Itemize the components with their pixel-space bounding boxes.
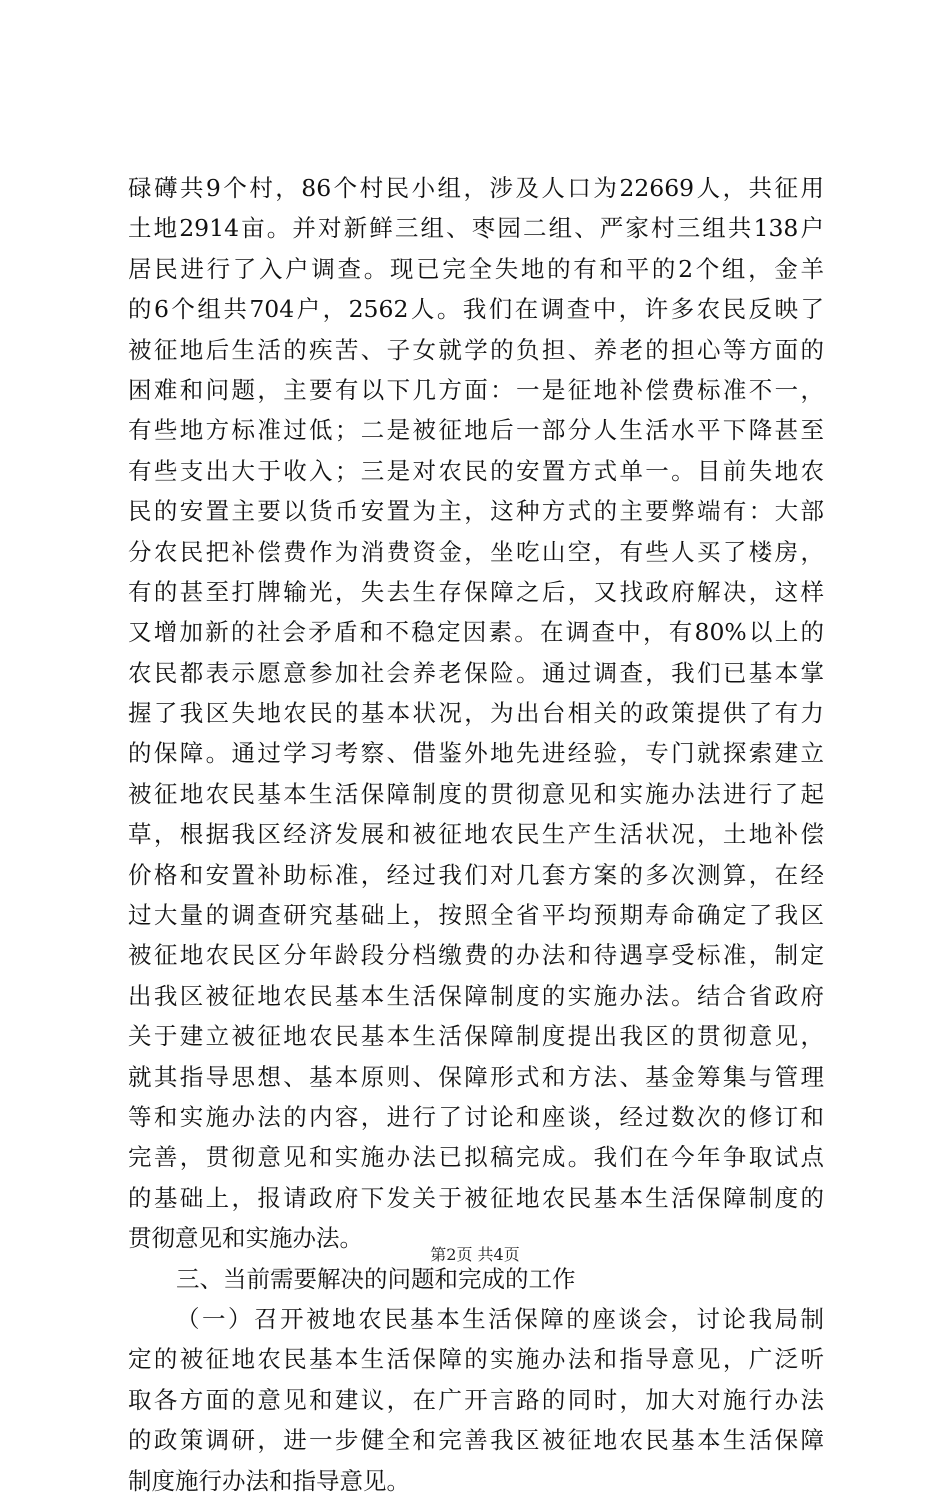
text-line: 碌礡共9个村，86个村民小组，涉及人口为22669人，共征用	[128, 174, 824, 202]
text-line: 取各方面的意见和建议，在广开言路的同时，加大对施行办法	[128, 1385, 824, 1414]
text-line: 的政策调研，进一步健全和完善我区被征地农民基本生活保障	[128, 1426, 824, 1455]
text-line: 分农民把补偿费作为消费资金，坐吃山空，有些人买了楼房，	[128, 537, 824, 566]
text-line: 又增加新的社会矛盾和不稳定因素。在调查中，有80%以上的	[128, 618, 824, 647]
text-line: 被征地农民区分年龄段分档缴费的办法和待遇享受标准，制定	[128, 941, 824, 970]
text-line: 就其指导思想、基本原则、保障形式和方法、基金筹集与管理	[128, 1062, 824, 1091]
text-line: 完善，贯彻意见和实施办法已拟稿完成。我们在今年争取试点	[128, 1143, 824, 1172]
text-line: 被征地农民基本生活保障制度的贯彻意见和实施办法进行了起	[128, 779, 824, 808]
text-line: 被征地后生活的疾苦、子女就学的负担、养老的担心等方面的	[128, 335, 824, 364]
text-line: 有些地方标准过低；二是被征地后一部分人生活水平下降甚至	[128, 416, 824, 445]
text-line: 定的被征地农民基本生活保障的实施办法和指导意见，广泛听	[128, 1345, 824, 1374]
text-line: 困难和问题，主要有以下几方面：一是征地补偿费标准不一，	[128, 375, 824, 404]
text-line: 的基础上，报请政府下发关于被征地农民基本生活保障制度的	[128, 1183, 824, 1212]
text-line: 制度施行办法和指导意见。	[128, 1466, 410, 1495]
section-heading: 三、当前需要解决的问题和完成的工作	[176, 1264, 576, 1293]
text-line: 价格和安置补助标准，经过我们对几套方案的多次测算，在经	[128, 860, 824, 889]
text-line: 握了我区失地农民的基本状况，为出台相关的政策提供了有力	[128, 699, 824, 728]
text-line: 民的安置主要以货币安置为主，这种方式的主要弊端有：大部	[128, 497, 824, 526]
text-line: 有的甚至打牌输光，失去生存保障之后，又找政府解决，这样	[128, 577, 824, 606]
page-number-footer: 第2页 共4页	[430, 1245, 520, 1264]
document-body	[128, 168, 824, 1501]
text-line: 过大量的调查研究基础上，按照全省平均预期寿命确定了我区	[128, 901, 824, 930]
text-line: 有些支出大于收入；三是对农民的安置方式单一。目前失地农	[128, 456, 824, 485]
text-line: 草，根据我区经济发展和被征地农民生产生活状况，土地补偿	[128, 820, 824, 849]
text-line: 关于建立被征地农民基本生活保障制度提出我区的贯彻意见，	[128, 1022, 824, 1051]
text-line: 贯彻意见和实施办法。	[128, 1224, 363, 1253]
text-line: 的6个组共704户，2562人。我们在调查中，许多农民反映了	[128, 295, 824, 324]
text-line: 农民都表示愿意参加社会养老保险。通过调查，我们已基本掌	[128, 658, 824, 687]
text-line: 等和实施办法的内容，进行了讨论和座谈，经过数次的修订和	[128, 1102, 824, 1131]
text-line: 的保障。通过学习考察、借鉴外地先进经验，专门就探索建立	[128, 739, 824, 768]
text-line: 居民进行了入户调查。现已完全失地的有和平的2个组，金羊	[128, 254, 824, 283]
text-line: （一）召开被地农民基本生活保障的座谈会，讨论我局制	[176, 1304, 824, 1333]
text-line: 出我区被征地农民基本生活保障制度的实施办法。结合省政府	[128, 981, 824, 1010]
text-line: 土地2914亩。并对新鲜三组、枣园二组、严家村三组共138户	[128, 214, 824, 243]
